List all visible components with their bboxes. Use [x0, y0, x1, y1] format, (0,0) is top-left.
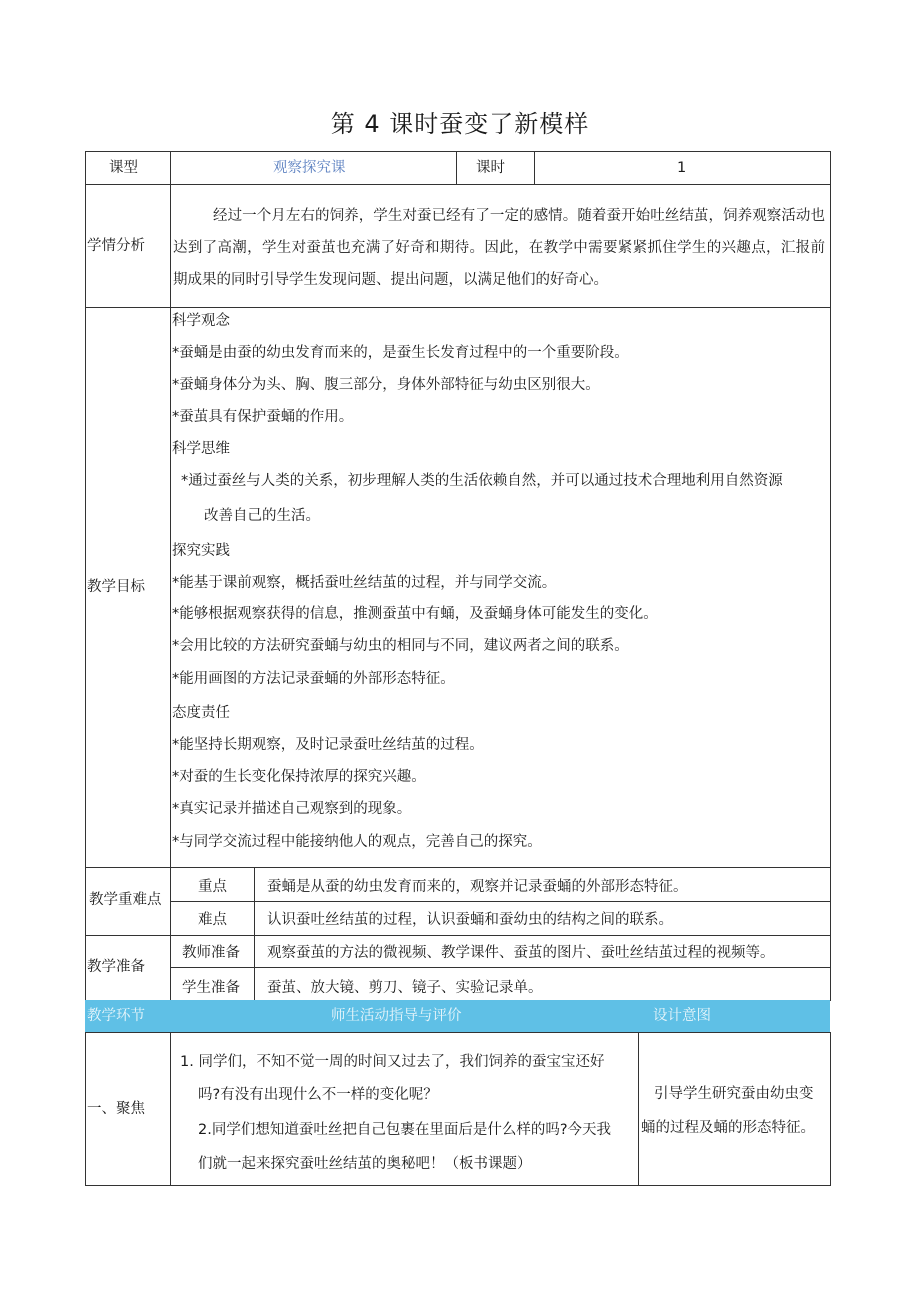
activity-line: 们就一起来探究蚕吐丝结茧的奥秘吧！（板书课题） [198, 1156, 532, 1172]
inquiry-title: 探究实践 [172, 543, 230, 559]
objective-item: *会用比较的方法研究蚕蛹与幼虫的相同与不同，建议两者之间的联系。 [172, 638, 629, 654]
objective-item: *能基于课前观察，概括蚕吐丝结茧的过程，并与同学交流。 [172, 575, 557, 591]
objective-item: *蚕蛹身体分为头、胸、腹三部分，身体外部特征与幼虫区别很大。 [172, 377, 600, 393]
objective-item-continued: 改善自己的生活。 [204, 508, 320, 524]
objective-item: *能用画图的方法记录蚕蛹的外部形态特征。 [172, 671, 455, 687]
difficulty-text: 认识蚕吐丝结茧的过程，认识蚕蛹和蚕幼虫的结构之间的联系。 [267, 912, 673, 928]
teacher-prep-text: 观察蚕茧的方法的微视频、教学课件、蚕茧的图片、蚕吐丝结茧过程的视频等。 [267, 945, 775, 961]
design-intent: 引导学生研究蚕由幼虫变蛹的过程及蛹的形态特征。 [641, 1086, 815, 1136]
focus-text: 蚕蛹是从蚕的幼虫发育而来的，观察并记录蚕蛹的外部形态特征。 [267, 879, 688, 895]
activity-line: 吗?有没有出现什么不一样的变化呢？ [198, 1087, 438, 1103]
key-points-label: 教学重难点 [89, 892, 162, 908]
analysis-text: 经过一个月左右的饲养，学生对蚕已经有了一定的感情。随着蚕开始吐丝结茧，饲养观察活动也达到了高潮，学生对蚕茧也充满了好奇和期待。因此，在教学中需要紧紧抓住学生的兴趣点，汇报前期成果的同时引导学生发现问题、提出问题，以满足他们的好奇心。 [173, 208, 825, 288]
objective-item: *蚕蛹是由蚕的幼虫发育而来的，是蚕生长发育过程中的一个重要阶段。 [172, 345, 629, 361]
student-prep-label: 学生准备 [182, 980, 240, 996]
type-value: 观察探究课 [273, 160, 346, 176]
objective-item: *对蚕的生长变化保持浓厚的探究兴趣。 [172, 769, 426, 785]
difficulty-label: 难点 [198, 912, 227, 928]
science-concept-title: 科学观念 [172, 313, 230, 329]
process-header [85, 1000, 830, 1032]
stage-label: 一、聚焦 [87, 1101, 145, 1117]
focus-label: 重点 [198, 879, 227, 895]
activity-line: 1. 同学们，不知不觉一周的时间又过去了，我们饲养的蚕宝宝还好 [180, 1054, 605, 1070]
process-col-stage: 教学环节 [87, 1008, 145, 1024]
objective-item: *真实记录并描述自己观察到的现象。 [172, 801, 412, 817]
page-title: 第 4 课时蚕变了新模样 [330, 110, 590, 138]
objective-item: *通过蚕丝与人类的关系，初步理解人类的生活依赖自然，并可以通过技术合理地利用自然资源 [181, 473, 783, 489]
objective-item: *蚕茧具有保护蚕蛹的作用。 [172, 409, 354, 425]
objective-item: *能够根据观察获得的信息，推测蚕茧中有蛹，及蚕蛹身体可能发生的变化。 [172, 606, 658, 622]
hours-value: 1 [677, 160, 687, 176]
hours-label: 课时 [476, 160, 505, 176]
science-thinking-title: 科学思维 [172, 441, 230, 457]
student-prep-text: 蚕茧、放大镜、剪刀、镜子、实验记录单。 [267, 980, 543, 996]
process-col-intent: 设计意图 [653, 1008, 711, 1024]
attitude-title: 态度责任 [172, 705, 230, 721]
teacher-prep-label: 教师准备 [182, 945, 240, 961]
objectives-label: 教学目标 [87, 579, 145, 595]
activity-line: 2.同学们想知道蚕吐丝把自己包裹在里面后是什么样的吗?今天我 [198, 1122, 612, 1138]
type-label: 课型 [109, 160, 138, 176]
objective-item: *能坚持长期观察，及时记录蚕吐丝结茧的过程。 [172, 737, 484, 753]
process-col-activity: 师生活动指导与评价 [331, 1008, 462, 1024]
objective-item: *与同学交流过程中能接纳他人的观点，完善自己的探究。 [172, 834, 542, 850]
preparation-label: 教学准备 [87, 959, 145, 975]
analysis-label: 学情分析 [87, 238, 145, 254]
